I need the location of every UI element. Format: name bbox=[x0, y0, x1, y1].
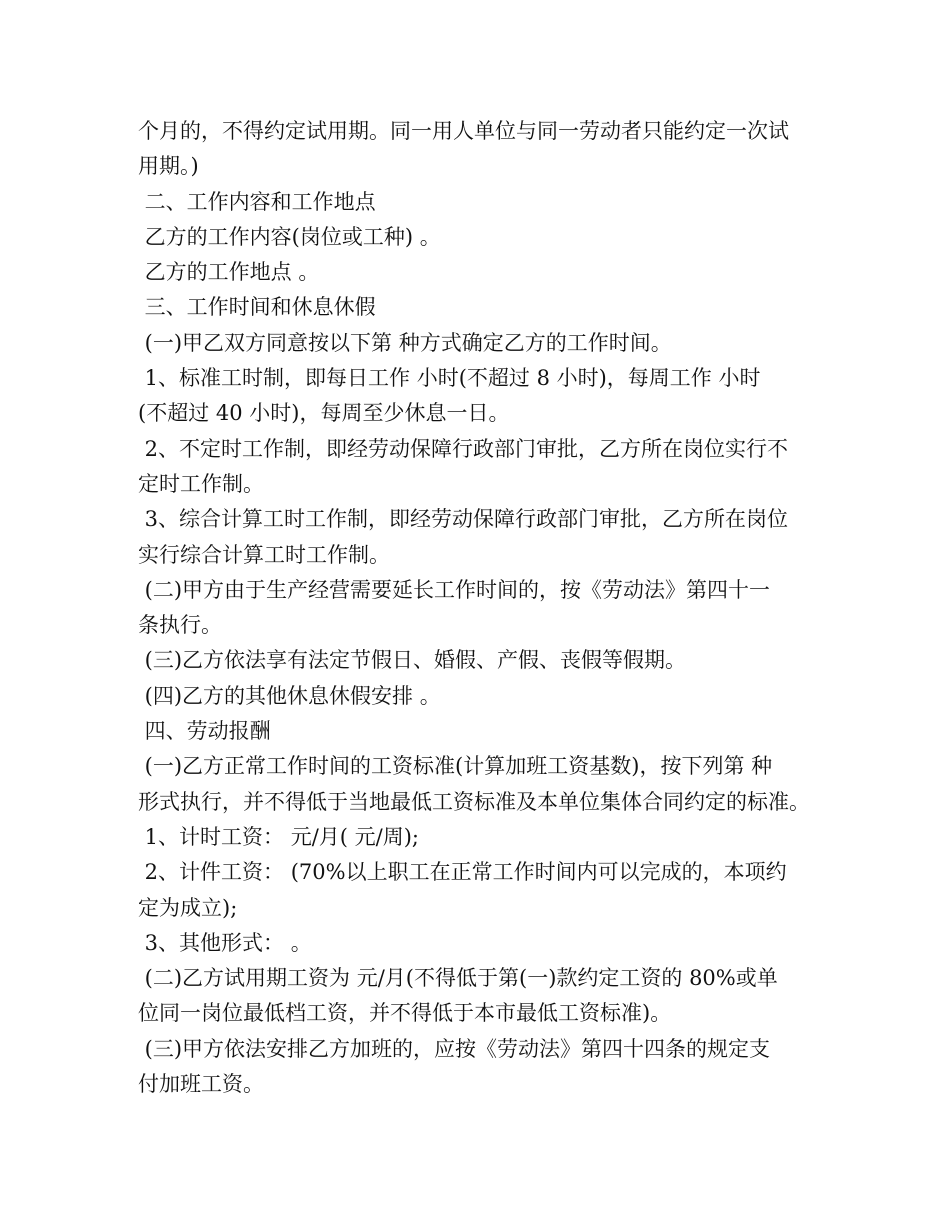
text-line: (一)乙方正常工作时间的工资标准(计算加班工资基数)，按下列第 种 bbox=[138, 754, 773, 779]
text-line: 3、综合计算工时工作制，即经劳动保障行政部门审批，乙方所在岗位 bbox=[138, 507, 789, 532]
text-line: 1、计时工资： 元/月( 元/周); bbox=[138, 824, 419, 849]
text-line: (不超过 40 小时)，每周至少休息一日。 bbox=[138, 401, 510, 426]
text-line: 3、其他形式： 。 bbox=[138, 930, 312, 955]
text-line: 实行综合计算工时工作制。 bbox=[138, 542, 390, 567]
text-line: 定时工作制。 bbox=[138, 471, 264, 496]
text-line: 1、标准工时制，即每日工作 小时(不超过 8 小时)，每周工作 小时 bbox=[138, 366, 761, 391]
text-line: (一)甲乙双方同意按以下第 种方式确定乙方的工作时间。 bbox=[138, 330, 672, 355]
text-line: 乙方的工作内容(岗位或工种) 。 bbox=[138, 224, 441, 249]
text-line: 2、计件工资： (70%以上职工在正常工作时间内可以完成的，本项约 bbox=[138, 860, 787, 885]
text-line: 乙方的工作地点 。 bbox=[138, 260, 320, 285]
text-line: (三)甲方依法安排乙方加班的，应按《劳动法》第四十四条的规定支 bbox=[138, 1036, 771, 1061]
text-line: 2、不定时工作制，即经劳动保障行政部门审批，乙方所在岗位实行不 bbox=[138, 436, 789, 461]
text-line: (二)甲方由于生产经营需要延长工作时间的，按《劳动法》第四十一 bbox=[138, 577, 771, 602]
text-line: 付加班工资。 bbox=[138, 1072, 264, 1097]
text-line: 用期。) bbox=[138, 154, 199, 179]
text-line: 条执行。 bbox=[138, 613, 222, 638]
section-heading: 四、劳动报酬 bbox=[138, 719, 271, 744]
section-heading: 三、工作时间和休息休假 bbox=[138, 295, 376, 320]
text-line: 个月的，不得约定试用期。同一用人单位与同一劳动者只能约定一次试 bbox=[138, 119, 789, 143]
text-line: (三)乙方依法享有法定节假日、婚假、产假、丧假等假期。 bbox=[138, 648, 687, 673]
text-line: 定为成立); bbox=[138, 895, 238, 920]
text-line: (二)乙方试用期工资为 元/月(不得低于第(一)款约定工资的 80%或单 bbox=[138, 966, 778, 991]
section-heading: 二、工作内容和工作地点 bbox=[138, 189, 376, 214]
document-body bbox=[138, 114, 818, 1102]
text-line: 形式执行，并不得低于当地最低工资标准及本单位集体合同约定的标准。 bbox=[138, 789, 810, 814]
text-line: 位同一岗位最低档工资，并不得低于本市最低工资标准)。 bbox=[138, 1001, 672, 1026]
text-line: (四)乙方的其他休息休假安排 。 bbox=[138, 683, 441, 708]
